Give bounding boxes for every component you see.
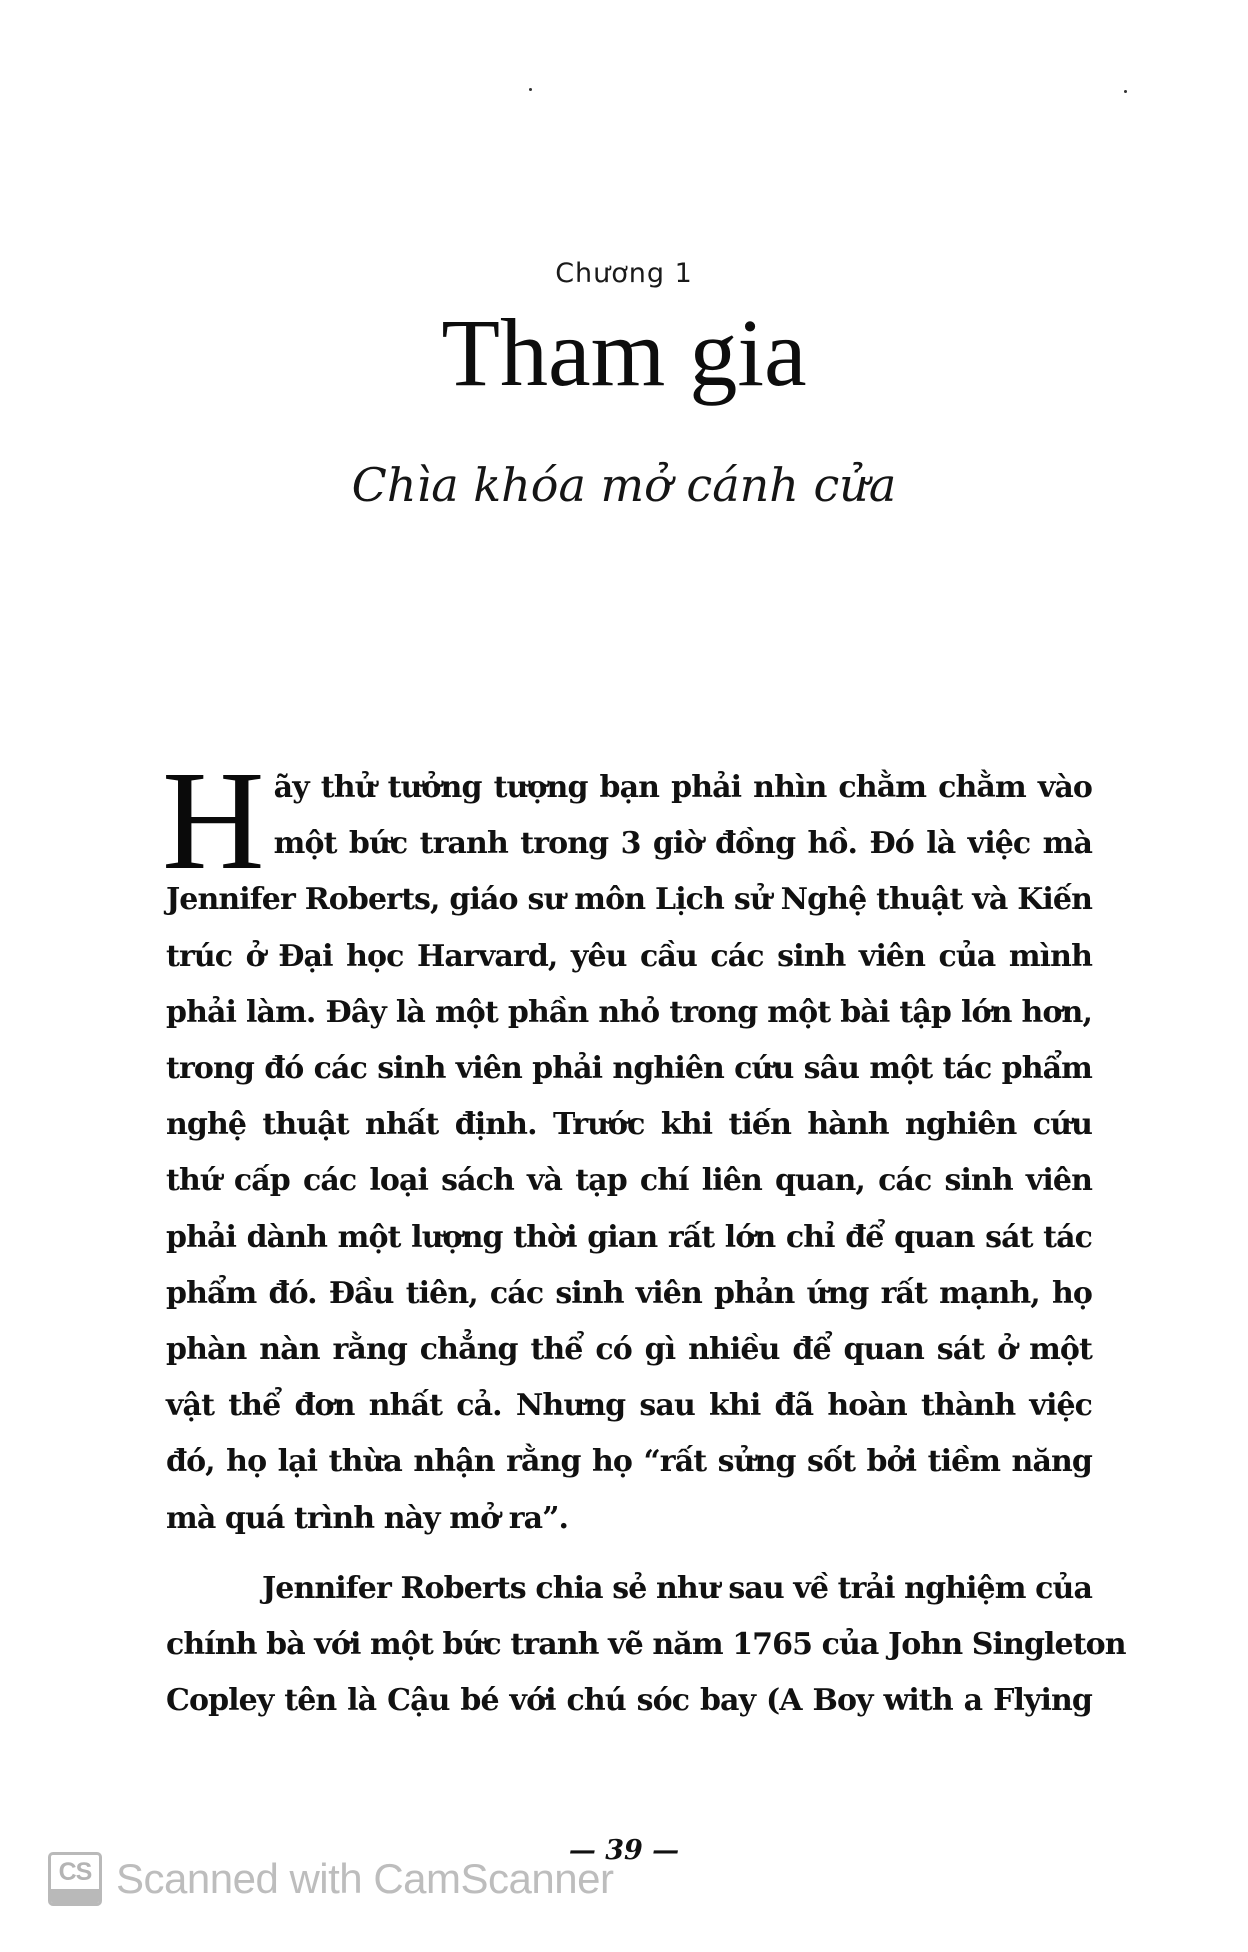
camscanner-watermark: [48, 1852, 613, 1906]
text-line: phải dành một lượng thời gian rất lớn chỉ để quan sát tác: [166, 1219, 1092, 1255]
page-number: — 39 —: [568, 1835, 680, 1866]
text-line: Jennifer Roberts chia sẻ như sau về trải nghiệm của: [262, 1570, 1092, 1606]
chapter-subtitle: Chìa khóa mở cánh cửa: [351, 458, 897, 512]
text-line: một bức tranh trong 3 giờ đồng hồ. Đó là việc mà: [273, 826, 1092, 862]
text-line: Copley tên là Cậu bé với chú sóc bay (A Boy with a Flying: [166, 1683, 1092, 1719]
chapter-title: Tham gia: [441, 299, 807, 406]
watermark-text: Scanned with CamScanner: [116, 1855, 614, 1902]
paragraph-1: [162, 741, 1092, 1547]
text-line: vật thể đơn nhất cả. Nhưng sau khi đã hoàn thành việc: [166, 1388, 1092, 1424]
text-line: phàn nàn rằng chẳng thể có gì nhiều để quan sát ở một: [166, 1332, 1092, 1368]
text-line: nghệ thuật nhất định. Trước khi tiến hành nghiên cứu: [166, 1107, 1092, 1143]
text-line: phẩm đó. Đầu tiên, các sinh viên phản ứng rất mạnh, họ: [166, 1275, 1092, 1311]
camscanner-logo-icon: [48, 1852, 102, 1906]
text-line: phải làm. Đây là một phần nhỏ trong một bài tập lớn hơn,: [166, 994, 1092, 1030]
logo-text: CS: [58, 1858, 92, 1886]
text-line: trúc ở Đại học Harvard, yêu cầu các sinh viên của mình: [166, 938, 1092, 974]
text-line: thứ cấp các loại sách và tạp chí liên quan, các sinh viên: [166, 1163, 1092, 1199]
body-text: [162, 741, 1126, 1729]
drop-cap: H: [162, 741, 264, 899]
text-line: chính bà với một bức tranh vẽ năm 1765 của John Singleton: [166, 1627, 1126, 1663]
paragraph-2: [166, 1561, 1126, 1730]
text-line: ãy thử tưởng tượng bạn phải nhìn chằm chằm vào: [273, 770, 1092, 805]
logo-bar: [51, 1889, 99, 1903]
scan-speck: [529, 88, 532, 91]
text-line: mà quá trình này mở ra”.: [166, 1500, 569, 1536]
text-line: trong đó các sinh viên phải nghiên cứu sâu một tác phẩm: [166, 1051, 1092, 1087]
text-line: đó, họ lại thừa nhận rằng họ “rất sửng sốt bởi tiềm năng: [166, 1444, 1092, 1480]
scan-speck: [1124, 90, 1127, 93]
chapter-label: Chương 1: [555, 258, 693, 289]
text-line: Jennifer Roberts, giáo sư môn Lịch sử Nghệ thuật và Kiến: [166, 882, 1092, 918]
